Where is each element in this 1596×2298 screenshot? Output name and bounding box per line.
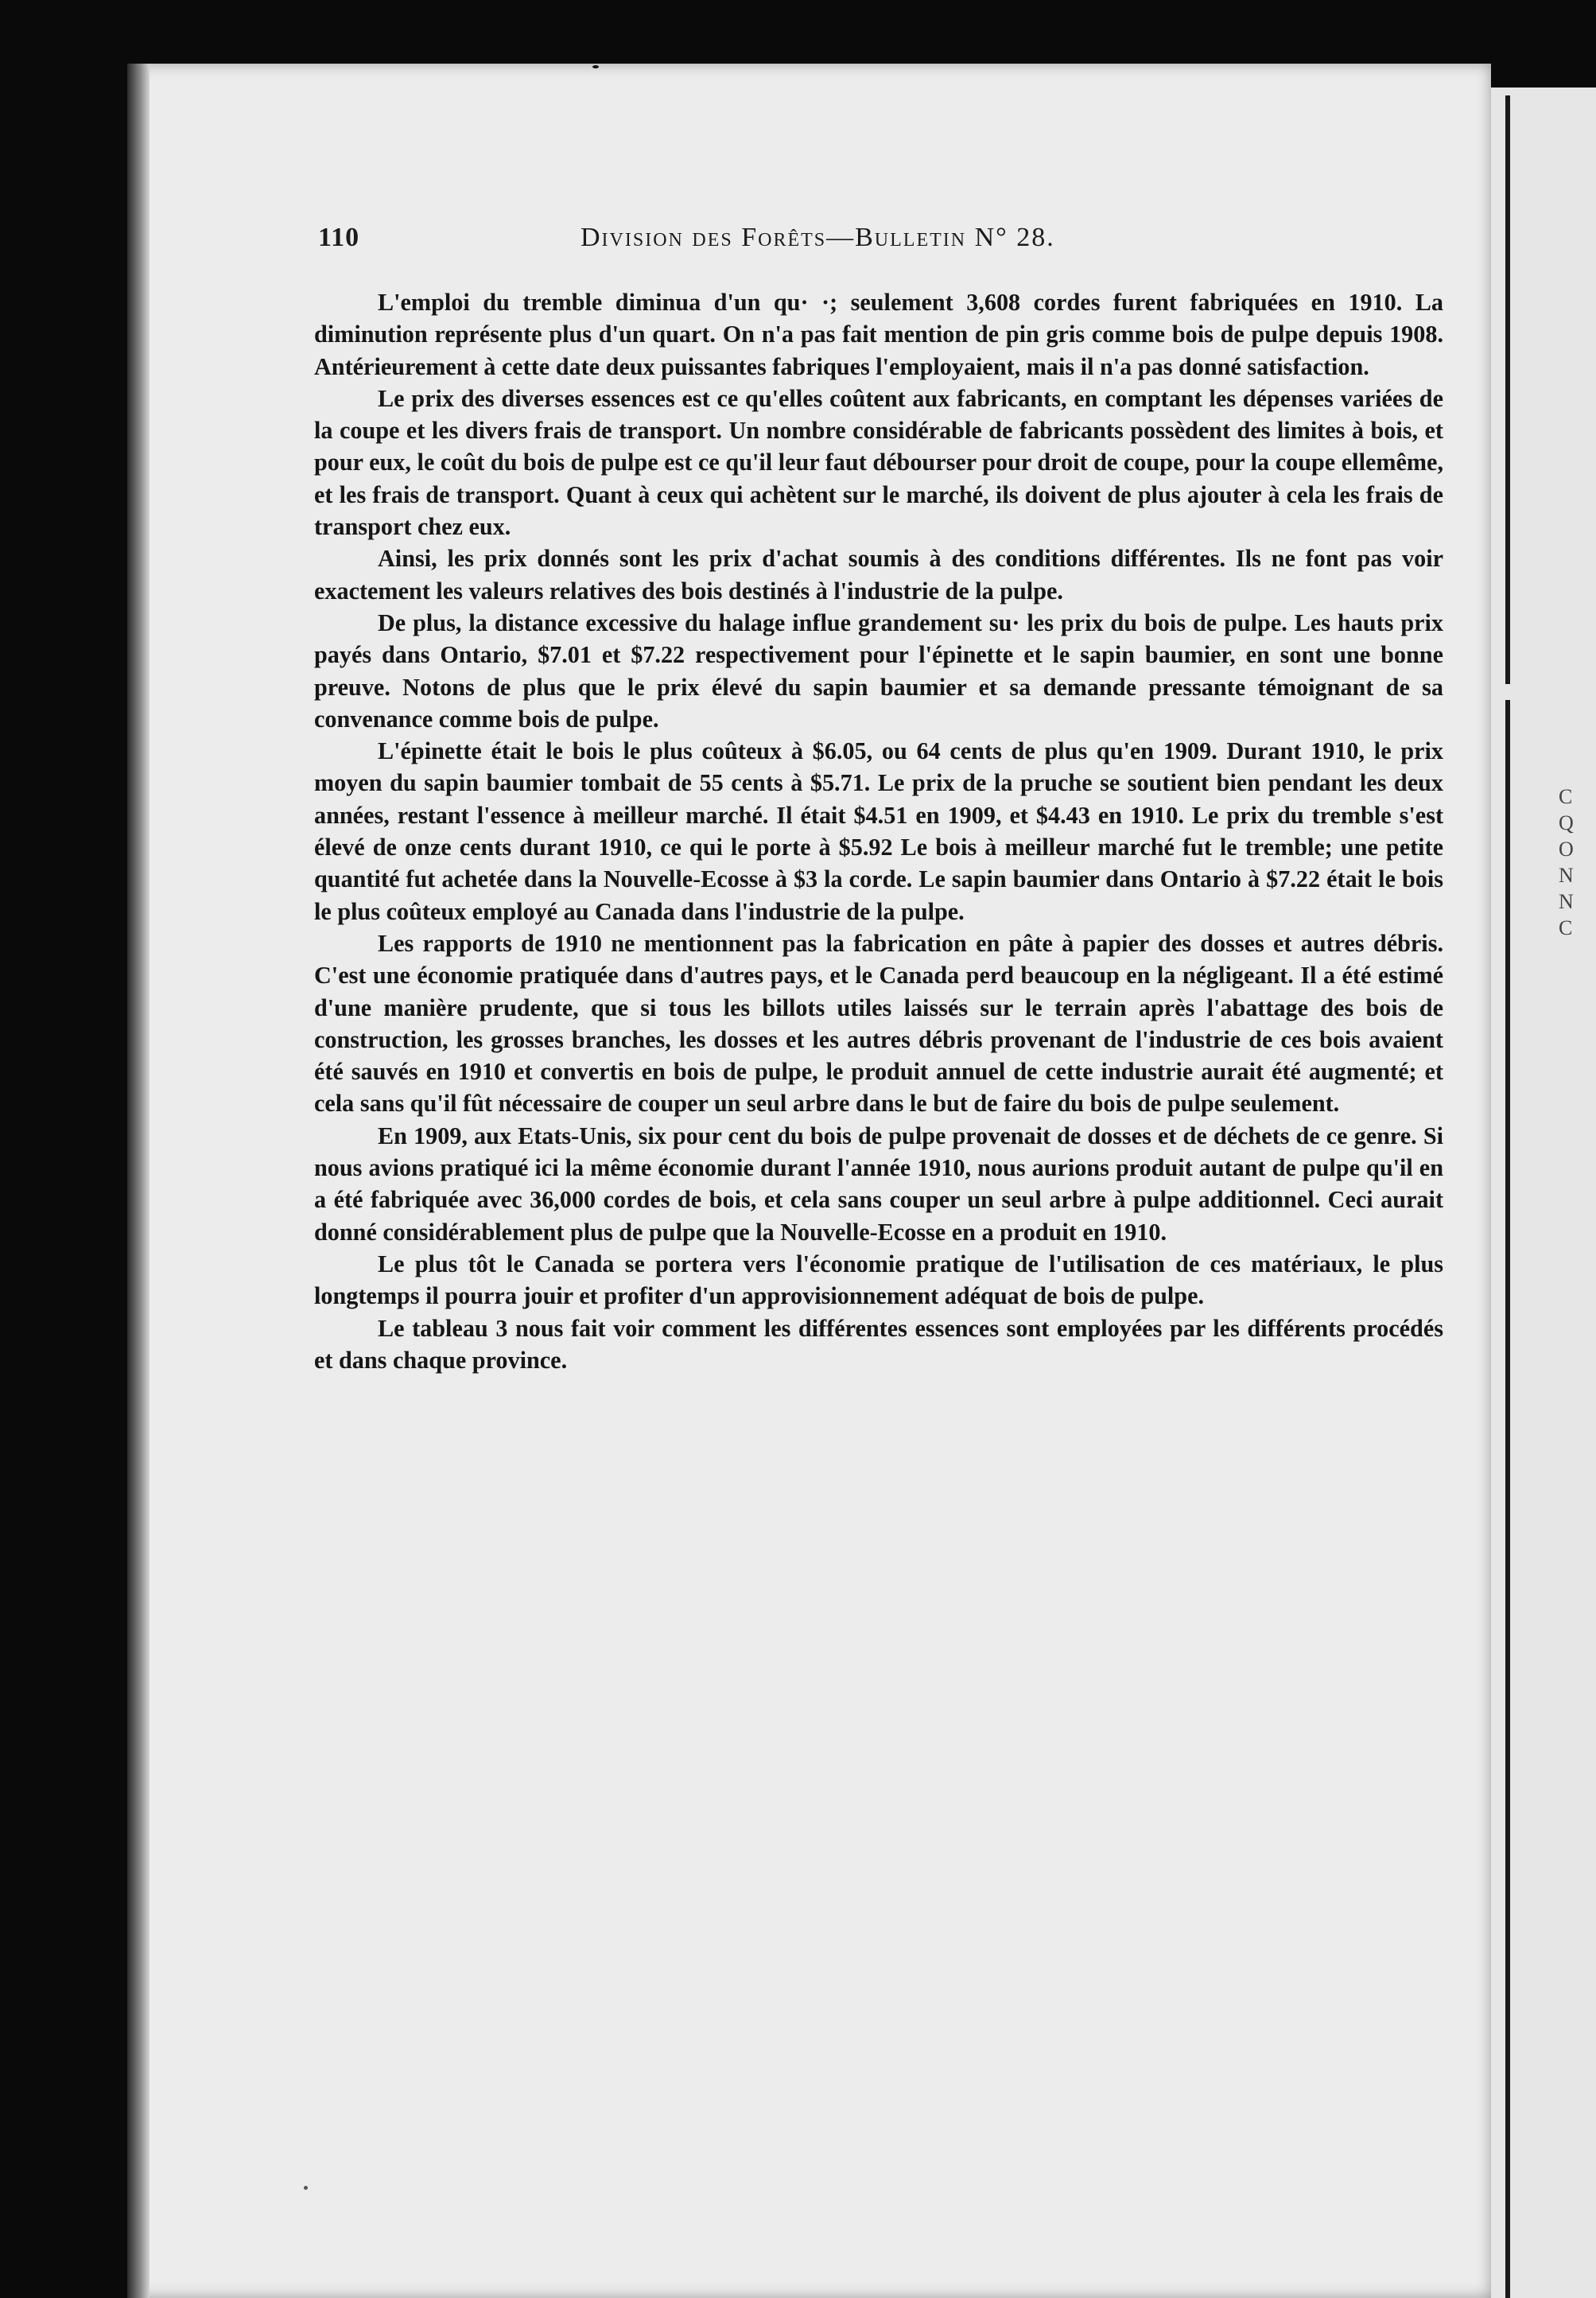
page-number: 110: [318, 223, 360, 252]
fragment-letter: O: [1559, 838, 1574, 861]
running-title: Division des Forêts—Bulletin N° 28.: [581, 223, 1055, 252]
paragraph: L'épinette était le bois le plus coûteux à $6.05, ou 64 cents de plus qu'en 1909. Durant 1910, le prix moyen du sapin baumier tombait de 55 cents à $5.71. Le prix de la pruche se soutient bien pendant les deux années, restant l'essence à meilleur marché. Il était $4.51 en 1909, et $4.43 en 1910. Le prix du tremble s'est élevé de onze cents durant 1910, ce qui le porte à $5.92 Le bois à meilleur marché fut le tremble; une petite quantité fut achetée dans la Nouvelle-Ecosse à $3 la corde. Le sapin baumier dans Ontario à $7.22 était le bois le plus coûteux employé au Canada dans l'industrie de la pulpe.: [314, 737, 1443, 925]
fragment-letter: N: [1559, 864, 1574, 887]
fragment-letter: N: [1559, 890, 1574, 913]
paragraph: Ainsi, les prix donnés sont les prix d'achat soumis à des conditions différentes. Ils ne font pas voir exactement les valeurs relatives des bois destinés à l'industrie de la pulpe.: [314, 545, 1443, 605]
fragment-letter: C: [1559, 785, 1573, 808]
scan-speck: [592, 65, 599, 68]
paragraph: De plus, la distance excessive du halage influe grandement su· les prix du bois de pulpe. Les hauts prix payés dans Ontario, $7.01 et $7.22 respectivement pour l'épinette et le sapin baumier, en sont une bonne preuve. Notons de plus que le prix élevé du sapin baumier et sa demande pressante témoignant de sa convenance comme bois de pulpe.: [314, 609, 1443, 733]
paragraph: Le tableau 3 nous fait voir comment les différentes essences sont employées par les différents procédés et dans chaque province.: [314, 1314, 1443, 1374]
fragment-letter: C: [1559, 916, 1573, 939]
paragraph: Le prix des diverses essences est ce qu'elles coûtent aux fabricants, en comptant les dépenses variées de la coupe et les divers frais de transport. Un nombre considérable de fabricants possèdent des limites à bois, et pour eux, le coût du bois de pulpe est ce qu'il leur faut débourser pour droit de coupe, pour la coupe ellemême, et les frais de transport. Quant à ceux qui achètent sur le marché, ils doivent de plus ajouter à cela les frais de transport chez eux.: [314, 384, 1443, 541]
scan-speck: [304, 2186, 308, 2190]
adjacent-page-rule: [1505, 95, 1510, 684]
paragraph: L'emploi du tremble diminua d'un qu· ·; seulement 3,608 cordes furent fabriquées en 1910. La diminution représente plus d'un quart. On n'a pas fait mention de pin gris comme bois de pulpe depuis 1908. Antérieurement à cette date deux puissantes fabriques l'employaient, mais il n'a pas donné satisfaction.: [314, 289, 1443, 380]
page-header: [318, 223, 1209, 262]
body-text: [314, 286, 1443, 1376]
paragraph: Les rapports de 1910 ne mentionnent pas la fabrication en pâte à papier des dosses et autres débris. C'est une économie pratiquée dans d'autres pays, et le Canada perd beaucoup en la négligeant. Il a été estimé d'une manière prudente, que si tous les billots utiles laissés sur le terrain après l'abattage des bois de construction, les grosses branches, les dosses et les autres débris provenant de l'industrie de ces bois avaient été sauvés en 1910 et convertis en bois de pulpe, le produit annuel de cette industrie aurait été augmenté; et cela sans qu'il fût nécessaire de couper un seul arbre dans le but de faire du bois de pulpe seulement.: [314, 929, 1443, 1118]
paragraph: Le plus tôt le Canada se portera vers l'économie pratique de l'utilisation de ces matériaux, le plus longtemps il pourra jouir et profiter d'un approvisionnement adéquat de bois de pulpe.: [314, 1250, 1443, 1310]
adjacent-page-fragment: [1559, 783, 1590, 941]
fragment-letter: Q: [1559, 811, 1574, 834]
paragraph: En 1909, aux Etats-Unis, six pour cent du bois de pulpe provenait de dosses et de déchets de ce genre. Si nous avions pratiqué ici la même économie durant l'année 1910, nous aurions produit autant de pulpe qu'il en a été fabriquée avec 36,000 cordes de bois, et cela sans couper un seul arbre à pulpe additionnel. Ceci aurait donné considérablement plus de pulpe que la Nouvelle-Ecosse en a produit en 1910.: [314, 1122, 1443, 1246]
page-gutter-edge: [127, 64, 150, 2298]
adjacent-page-rule: [1505, 700, 1510, 2298]
